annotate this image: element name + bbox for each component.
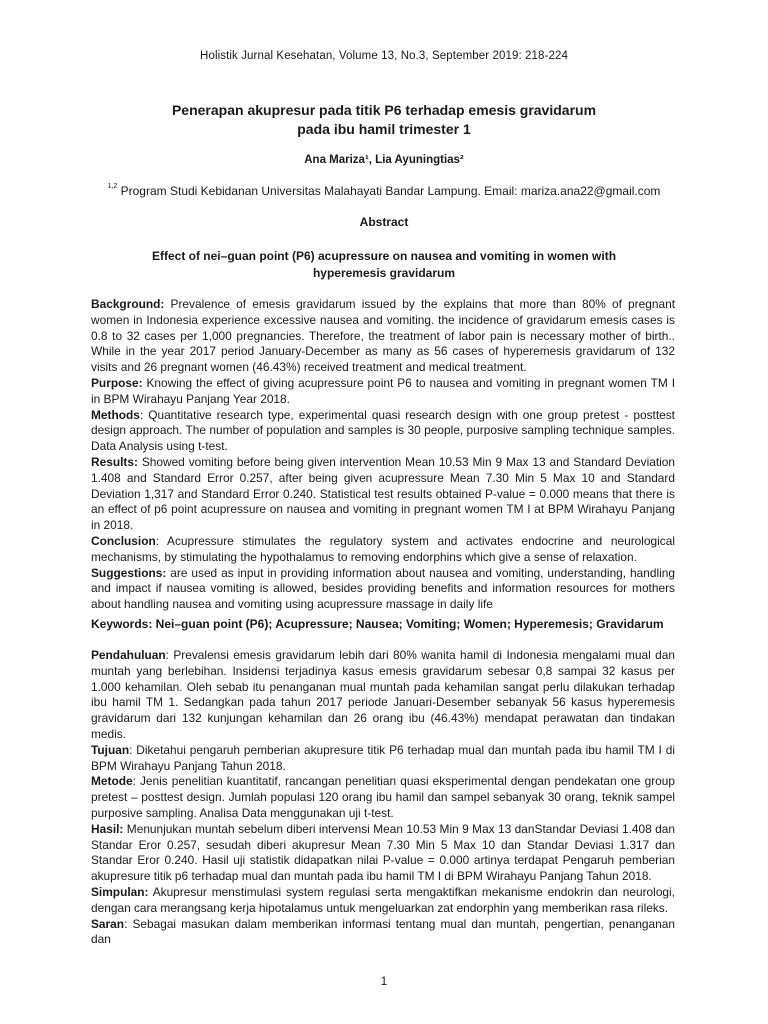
abstrak-pendahuluan (91, 648, 675, 743)
section-text: : Diketahui pengaruh pemberian akupresure titik P6 terhadap mual dan muntah pada ibu hamil TM I di BPM Wirahayu Panjang Tahun 2018. (91, 742, 675, 773)
section-text: : Quantitative research type, experimental quasi research design with one group pretest - posttest design approach. The number of population and samples is 30 people, purposive sampling technique samples. Data Analysis using t-test. (91, 407, 675, 454)
section-label: Hasil: (91, 821, 124, 836)
section-text: are used as input in providing information about nausea and vomiting, understanding, handling and impact if nausea vomiting is allowed, besides providing benefits and information resources for mothers about handling nausea and vomiting using acupressure massage in daily life (91, 565, 675, 612)
section-text: Showed vomiting before being given intervention Mean 10.53 Min 9 Max 13 and Standard Deviation 1.408 and Standard Error 0.257, after being given acupressure Mean 7.30 Min 5 Max 10 and Standard Deviation 1,317 and Standard Error 0.240. Statistical test results obtained P-value = 0.000 means that there is an effect of p6 point acupressure on nausea and vomiting in pregnant women TM I at BPM Wirahayu Panjang in 2018. (91, 454, 675, 533)
title-line-2: pada ibu hamil trimester 1 (297, 121, 471, 137)
section-text: : Sebagai masukan dalam memberikan informasi tentang mual dan muntah, pengertian, penanganan dan (91, 916, 675, 947)
section-text: : Jenis penelitian kuantitatif, rancangan penelitian quasi eksperimental dengan pendekatan one group pretest – posttest design. Jumlah populasi 120 orang ibu hamil dan sampel sebanyak 30 orang, teknik sampel purposive sampling. Analisa Data menggunakan uji t-test. (91, 774, 675, 820)
section-label: Saran (91, 916, 125, 931)
abstract-conclusion (91, 534, 675, 566)
section-label: Pendahuluan (91, 648, 166, 662)
section-label: Methods (91, 407, 140, 422)
english-abstract (91, 297, 675, 613)
keywords: Keywords: Nei–guan point (P6); Acupressure; Nausea; Vomiting; Women; Hyperemesis; Gravidarum (91, 617, 664, 631)
section-text: : Acupressure stimulates the regulatory system and activates endocrine and neurological mechanisms, by stimulating the hypothalamus to removing endorphins which give a sense of relaxation. (91, 533, 675, 564)
section-label: Tujuan (91, 742, 130, 757)
section-label: Conclusion (91, 533, 156, 548)
abstrak-tujuan (91, 743, 675, 775)
section-label: Background: (91, 297, 165, 311)
authors: Ana Mariza¹, Lia Ayuningtias² (304, 154, 464, 166)
abstrak-saran (91, 917, 675, 949)
section-label: Results: (91, 454, 138, 469)
journal-header: Holistik Jurnal Kesehatan, Volume 13, No.3, September 2019: 218-224 (200, 50, 568, 62)
section-label: Metode (91, 774, 133, 789)
section-label: Purpose: (91, 375, 143, 390)
abstrak-metode (91, 774, 675, 821)
section-text: Prevalence of emesis gravidarum issued by the explains that more than 80% of pregnant women in Indonesia experience excessive nausea and vomiting. the incidence of gravidarum emesis cases is 0.8 to 32 cases per 1,000 pregnancies. Therefore, the treatment of labor pain is necessary mother of birth.. While in the year 2017 period January-December as many as 56 cases of hyperemesis gravidarum of 132 visits and 26 pregnant women (46.43%) received treatment and medical treatment. (91, 297, 675, 375)
indonesian-abstract (91, 648, 675, 948)
section-text: : Prevalensi emesis gravidarum lebih dari 80% wanita hamil di Indonesia mengalami mual dan muntah yang berlebihan. Insidensi terjadinya kasus emesis gravidarum sebesar 0,8 sampai 32 kasus per 1.000 kehamilan. Oleh sebab itu penanganan mual muntah pada kehamilan sangat perlu dilakukan terhadap ibu hamil TM 1. Sedangkan pada tahun 2017 periode Januari-Desember sebanyak 56 kasus hyperemesis gravidarum dari 132 kunjungan kehamilan dan 26 orang ibu (46.43%) mendapat perawatan dan tindakan medis. (91, 648, 675, 741)
paper-title (0, 101, 768, 139)
affiliation (0, 184, 768, 198)
affiliation-text: Program Studi Kebidanan Universitas Malahayati Bandar Lampung. Email: mariza.ana22@gmail.com (117, 184, 661, 198)
section-text: Menunjukan muntah sebelum diberi intervensi Mean 10.53 Min 9 Max 13 danStandar Deviasi 1.408 dan Standar Eror 0.257, sesudah diberi akupresur Mean 7.30 Min 5 Max 10 dan Standar Deviasi 1.317 dan Standar Eror 0.240. Hasil uji statistik didapatkan nilai P-value = 0.000 artinya terdapat Pengaruh pemberian akupresure titik p6 terhadap mual dan muntah pada ibu hamil TM I di BPM Wirahayu Panjang Tahun 2018. (91, 821, 675, 884)
abstract-methods (91, 408, 675, 455)
abstrak-simpulan (91, 885, 675, 917)
abstract-heading: Abstract (359, 215, 409, 229)
abstract-suggestions (91, 566, 675, 613)
title-line-1: Penerapan akupresur pada titik P6 terhadap emesis gravidarum (171, 102, 597, 118)
abstract-purpose (91, 376, 675, 408)
section-label: Simpulan: (91, 884, 149, 899)
english-title-line-1: Effect of nei–guan point (P6) acupressure on nausea and vomiting in women with (151, 249, 617, 263)
abstract-background (91, 297, 675, 376)
page-number: 1 (380, 974, 388, 988)
abstract-results (91, 455, 675, 534)
english-title (0, 248, 768, 282)
section-label: Suggestions: (91, 565, 167, 580)
section-text: Akupresur menstimulasi system regulasi serta mengaktifkan mekanisme endokrin dan neurologi, dengan cara merangsang kerja hipotalamus untuk mengeluarkan zat endorphin yang memberikan rasa rileks. (91, 884, 675, 915)
english-title-line-2: hyperemesis gravidarum (312, 266, 456, 280)
section-text: Knowing the effect of giving acupressure point P6 to nausea and vomiting in pregnant women TM I in BPM Wirahayu Panjang Year 2018. (91, 375, 675, 406)
affiliation-marker: 1,2 (107, 183, 118, 190)
abstrak-hasil (91, 822, 675, 885)
